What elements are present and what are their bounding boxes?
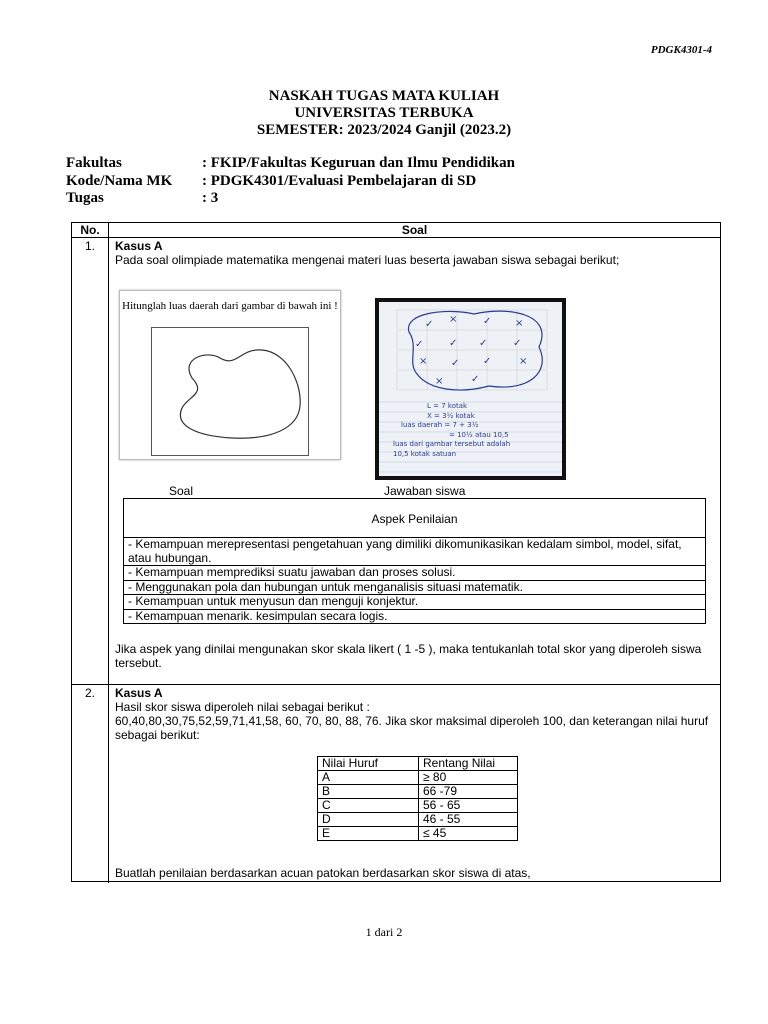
svg-text:✓: ✓ <box>415 339 424 350</box>
svg-text:✓: ✓ <box>483 356 492 367</box>
answer-photo <box>375 298 566 480</box>
grade-range: 66 -79 <box>419 785 518 799</box>
meta-key: Kode/Nama MK <box>66 172 173 189</box>
meta-row-kode <box>66 173 515 191</box>
case-2-row <box>72 685 720 883</box>
meta-value: : FKIP/Fakultas Keguruan dan Ilmu Pendidikan <box>202 155 515 171</box>
svg-text:×: × <box>435 376 444 387</box>
grade-range: 46 - 55 <box>419 813 518 827</box>
grade-header-huruf: Nilai Huruf <box>318 757 419 771</box>
table-row <box>318 771 518 785</box>
svg-text:✓: ✓ <box>513 338 522 349</box>
svg-text:×: × <box>449 314 458 325</box>
title-line-1: NASKAH TUGAS MATA KULIAH <box>268 88 500 104</box>
svg-text:×: × <box>519 356 528 367</box>
grade-letter: A <box>318 771 419 785</box>
svg-text:✓: ✓ <box>479 338 488 349</box>
answer-handwriting <box>393 402 510 459</box>
title-line-3: SEMESTER: 2023/2024 Ganjil (2023.2) <box>256 122 512 138</box>
soal-figure <box>119 290 341 460</box>
meta-row-tugas <box>66 190 515 208</box>
header-soal: Soal <box>401 223 428 237</box>
svg-text:✓: ✓ <box>471 374 480 385</box>
grade-table <box>317 756 518 841</box>
case-1-row <box>72 238 720 685</box>
table-row <box>318 785 518 799</box>
answer-paper <box>379 302 562 476</box>
case-1-question: Jika aspek yang dinilai mengunakan skor skala likert ( 1 -5 ), maka tentukanlah total skor yang diperoleh siswa tersebut. <box>115 642 702 670</box>
meta-value: : PDGK4301/Evaluasi Pembelajaran di SD <box>202 172 477 189</box>
answer-line: luas dari gambar tersebut adalah <box>393 440 511 448</box>
document-code: PDGK4301-4 <box>650 44 712 56</box>
svg-text:✓: ✓ <box>449 338 458 349</box>
grade-range: 56 - 65 <box>419 799 518 813</box>
course-meta <box>66 155 515 208</box>
table-row <box>318 813 518 827</box>
grade-range: ≤ 45 <box>419 827 518 841</box>
grade-letter: E <box>318 827 419 841</box>
case-number: 1. <box>72 238 109 684</box>
case-intro: Pada soal olimpiade matematika mengenai materi luas beserta jawaban siswa sebagai berikut; <box>115 253 620 267</box>
title-line-2: UNIVERSITAS TERBUKA <box>294 105 474 121</box>
answer-label: Jawaban siswa <box>384 484 466 498</box>
aspek-item: - Kemampuan memprediksi suatu jawaban dan proses solusi. <box>124 566 705 581</box>
case-2-question: Buatlah penilaian berdasarkan acuan patokan berdasarkan skor siswa di atas, <box>115 866 531 880</box>
soal-figure-text: Hitunglah luas daerah dari gambar di bawah ini ! <box>122 300 338 312</box>
svg-text:✓: ✓ <box>451 358 460 369</box>
svg-text:×: × <box>515 318 524 329</box>
case-title: Kasus A <box>115 686 163 700</box>
aspek-penilaian-table <box>123 498 706 624</box>
case-1-body <box>109 238 720 684</box>
answer-line: L = 7 kotak <box>427 402 468 410</box>
case-title: Kasus A <box>115 239 163 253</box>
aspek-item: - Menggunakan pola dan hubungan untuk menganalisis situasi matematik. <box>124 581 705 596</box>
table-row <box>318 827 518 841</box>
case-2-body <box>109 685 720 883</box>
meta-key: Tugas <box>66 190 104 206</box>
table-row <box>318 799 518 813</box>
svg-text:×: × <box>419 356 428 367</box>
meta-key: Fakultas <box>66 155 122 171</box>
shape-box <box>151 327 309 456</box>
svg-text:✓: ✓ <box>425 319 434 330</box>
table-header <box>72 223 720 238</box>
aspek-item: - Kemampuan merepresentasi pengetahuan yang dimiliki dikomunikasikan kedalam simbol, model, sifat, atau hubungan. <box>124 538 705 566</box>
grade-header-row <box>318 757 518 771</box>
grade-letter: B <box>318 785 419 799</box>
answer-line: X = 3½ kotak <box>427 411 475 420</box>
header-no: No. <box>72 223 109 237</box>
svg-text:✓: ✓ <box>483 316 492 327</box>
irregular-shape <box>152 328 308 455</box>
aspek-item: - Kemampuan menarik. kesimpulan secara logis. <box>128 608 388 623</box>
aspek-title: Aspek Penilaian <box>124 499 705 538</box>
case-intro: Hasil skor siswa diperoleh nilai sebagai berikut : <box>115 700 370 714</box>
aspek-item: - Kemampuan untuk menyusun dan menguji konjektur. <box>124 595 705 610</box>
score-list: 60,40,80,30,75,52,59,71,41,58, 60, 70, 80, 88, 76. Jika skor maksimal diperoleh 100, dan keterangan nilai huruf sebagai berikut: <box>115 714 709 742</box>
answer-line: luas daerah = 7 + 3½ <box>401 421 479 429</box>
case-number: 2. <box>72 685 109 883</box>
document-titles <box>0 88 768 139</box>
page-number: 1 dari 2 <box>365 925 403 939</box>
meta-row-fakultas <box>66 155 515 173</box>
meta-value: : 3 <box>202 190 219 206</box>
grade-header-rentang: Rentang Nilai <box>419 757 518 771</box>
grade-range: ≥ 80 <box>419 771 518 785</box>
assignment-table <box>71 222 721 882</box>
answer-line: 10,5 kotak satuan <box>393 449 457 458</box>
soal-label: Soal <box>169 484 194 498</box>
grade-letter: D <box>318 813 419 827</box>
grade-letter: C <box>318 799 419 813</box>
answer-line: = 10½ atau 10,5 <box>449 430 509 439</box>
